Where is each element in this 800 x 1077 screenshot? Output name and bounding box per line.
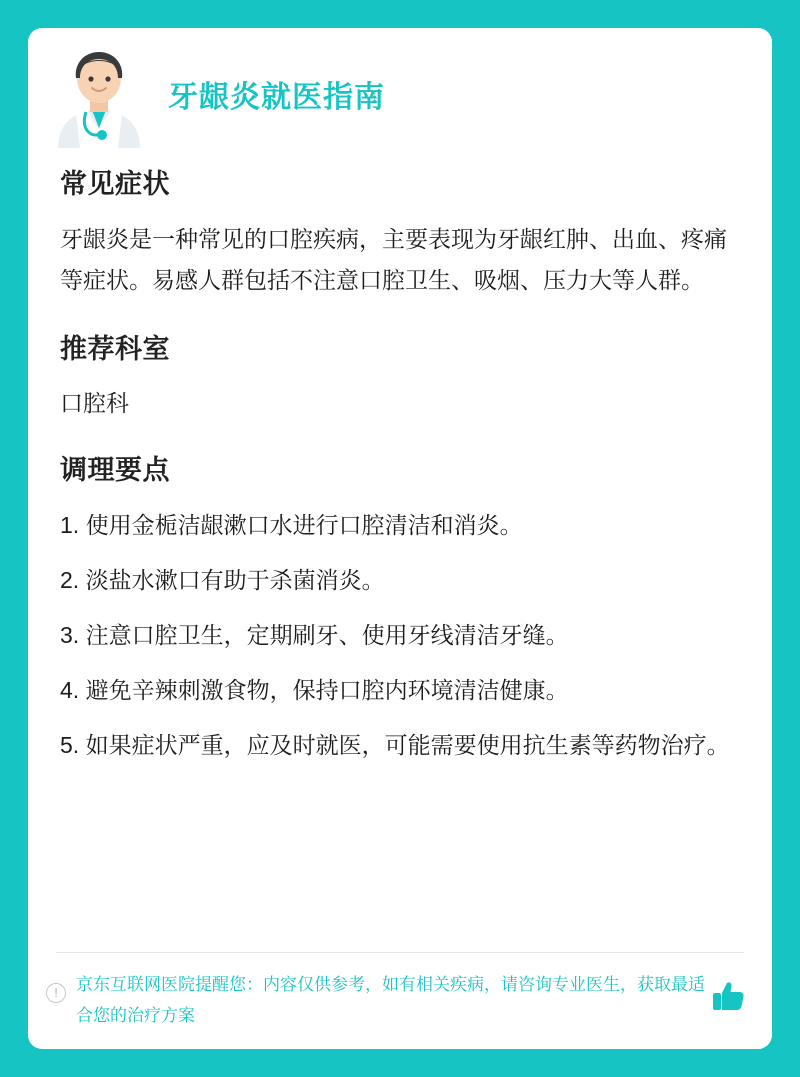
list-item: 2. 淡盐水漱口有助于杀菌消炎。	[60, 567, 385, 593]
info-icon: !	[46, 983, 66, 1003]
guide-card	[28, 28, 772, 1049]
section-text-department: 口腔科	[60, 390, 129, 416]
list-item: 1. 使用金栀洁龈漱口水进行口腔清洁和消炎。	[60, 512, 523, 538]
footer-disclaimer: 京东互联网医院提醒您：内容仅供参考，如有相关疾病，请咨询专业医生，获取最适合您的治疗方案	[76, 975, 705, 1025]
thumbs-up-icon[interactable]	[710, 977, 748, 1015]
section-heading-tips: 调理要点	[60, 455, 170, 485]
page-title: 牙龈炎就医指南	[168, 81, 385, 114]
list-item: 5. 如果症状严重，应及时就医，可能需要使用抗生素等药物治疗。	[60, 732, 730, 758]
tips-list	[60, 505, 746, 766]
section-heading-symptoms: 常见症状	[60, 169, 170, 199]
list-item: 4. 避免辛辣刺激食物，保持口腔内环境清洁健康。	[60, 677, 569, 703]
footer-divider	[56, 952, 744, 953]
list-item: 3. 注意口腔卫生，定期刷牙、使用牙线清洁牙缝。	[60, 622, 569, 648]
section-heading-department: 推荐科室	[60, 334, 170, 364]
guide-content	[60, 148, 746, 780]
section-text-symptoms: 牙龈炎是一种常见的口腔疾病，主要表现为牙龈红肿、出血、疼痛等症状。易感人群包括不注意口腔卫生、吸烟、压力大等人群。	[60, 226, 727, 293]
footer	[46, 957, 754, 1035]
doctor-avatar-icon	[40, 38, 158, 148]
